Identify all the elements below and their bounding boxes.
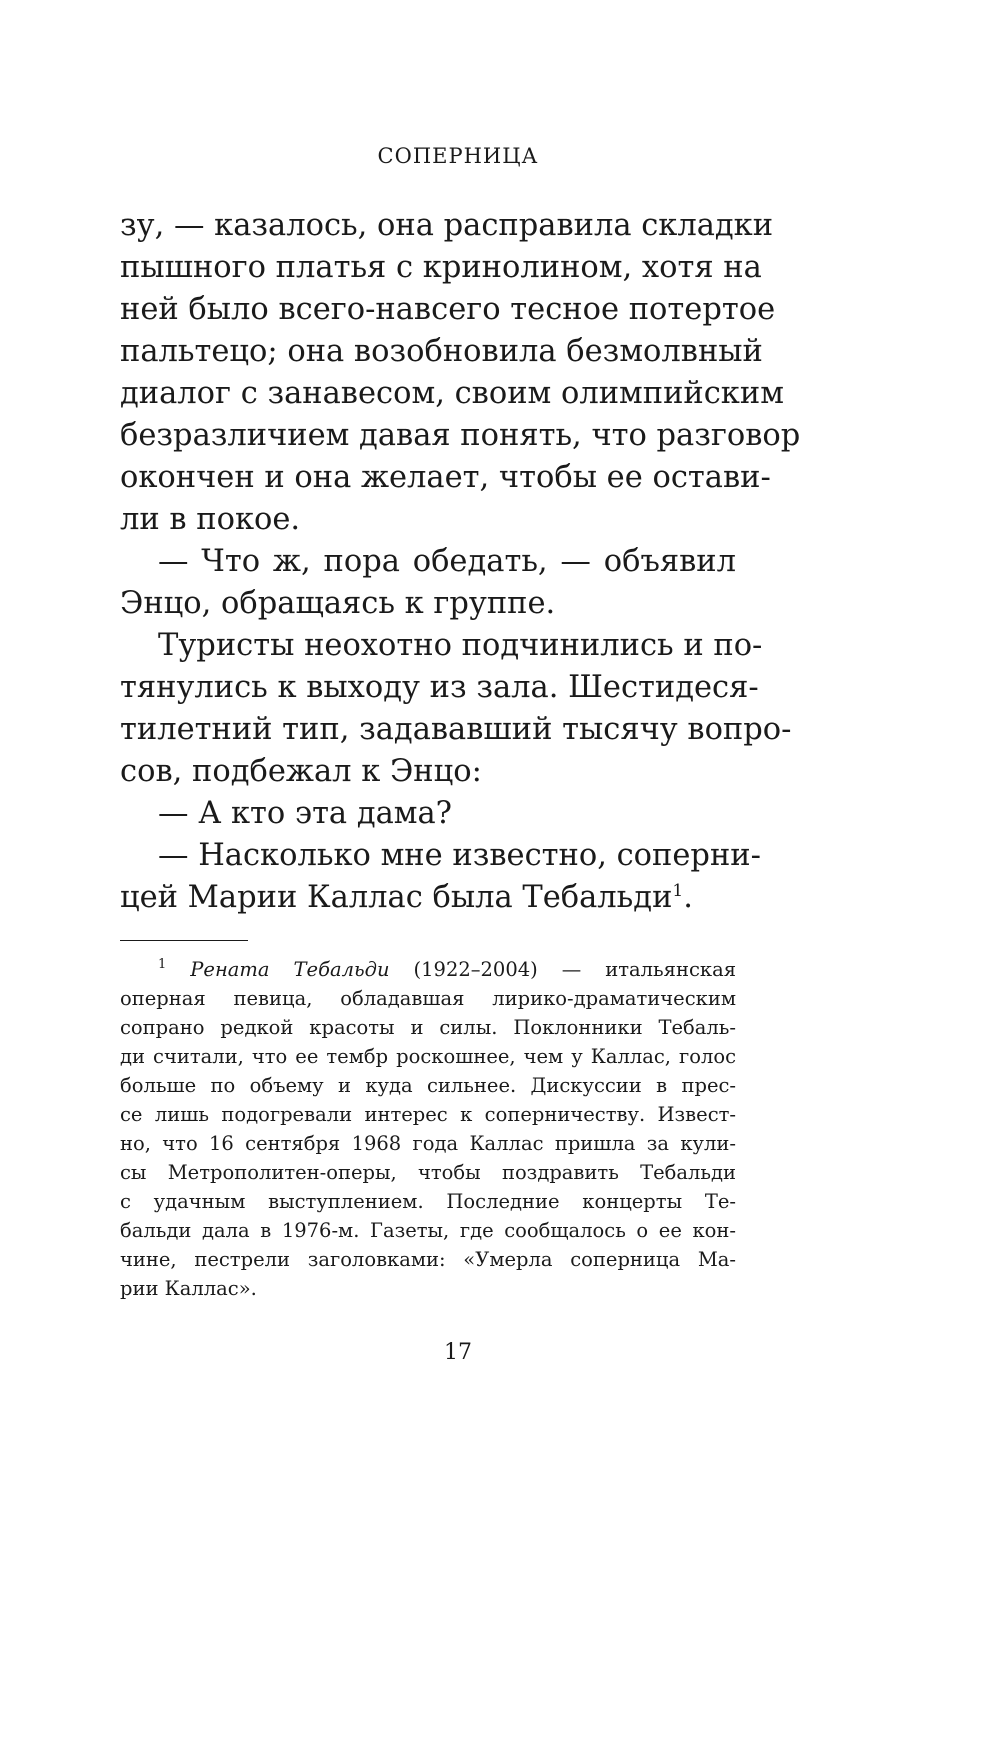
body-line: тилетний тип, задававший тысячу вопро-: [120, 712, 792, 747]
footnote-reference: 1: [672, 881, 684, 901]
running-head: СОПЕРНИЦА: [377, 144, 539, 168]
footnote-number: 1: [158, 957, 167, 972]
footnote-line: рии Каллас».: [120, 1277, 257, 1300]
body-line: пальтецо; она возобновила безмолвный: [120, 334, 763, 369]
footnote-line: бальди дала в 1976-м. Газеты, где сообщалось о ее кон-: [120, 1219, 736, 1242]
body-line-text: цей Марии Каллас была Тебальди: [120, 880, 673, 915]
footnote-line-text: (1922–2004) — итальянская: [413, 958, 736, 981]
body-line: ли в покое.: [120, 502, 301, 537]
footnote-line: чине, пестрели заголовками: «Умерла соперница Ма-: [120, 1248, 736, 1271]
body-line: безразличием давая понять, что разговор: [120, 418, 801, 453]
body-line: Туристы неохотно подчинились и по-: [158, 628, 763, 663]
body-line: диалог с занавесом, своим олимпийским: [120, 376, 784, 411]
footnote-name: Рената Тебальди: [190, 958, 390, 981]
footnote-line: но, что 16 сентября 1968 года Каллас пришла за кули-: [120, 1132, 736, 1155]
footnote-line: се лишь подогревали интерес к соперничеству. Извест-: [120, 1103, 736, 1126]
body-line: Энцо, обращаясь к группе.: [120, 586, 556, 621]
body-line: — Насколько мне известно, соперни-: [158, 838, 761, 873]
body-line: — А кто эта дама?: [158, 796, 453, 831]
footnote-line: сы Метрополитен-оперы, чтобы поздравить Тебальди: [120, 1161, 736, 1184]
body-line-last: цей Марии Каллас была Тебальди$^1$.: [120, 880, 693, 915]
body-line: ней было всего-навсего тесное потертое: [120, 292, 776, 327]
page-number: 17: [444, 1340, 472, 1365]
footnote: [120, 955, 736, 1303]
body-line: окончен и она желает, чтобы ее остави-: [120, 460, 771, 495]
body-line: — Что ж, пора обедать, — объявил: [158, 544, 736, 579]
footnote-line: ди считали, что ее тембр роскошнее, чем у Каллас, голос: [120, 1045, 736, 1068]
body-line: тянулись к выходу из зала. Шестидеся-: [120, 670, 759, 705]
body-line: сов, подбежал к Энцо:: [120, 754, 482, 789]
footnote-line: [120, 955, 736, 984]
footnote-separator: [120, 940, 248, 941]
footnote-line: с удачным выступлением. Последние концерты Те-: [120, 1190, 736, 1213]
body-line: зу, — казалось, она расправила складки: [120, 208, 774, 243]
body-line: пышного платья с кринолином, хотя на: [120, 250, 762, 285]
footnote-line: больше по объему и куда сильнее. Дискуссии в прес-: [120, 1074, 736, 1097]
body-text: [120, 205, 801, 919]
footnote-line: оперная певица, обладавшая лирико-драматическим: [120, 987, 736, 1010]
footnote-line: сопрано редкой красоты и силы. Поклонники Тебаль-: [120, 1016, 736, 1039]
